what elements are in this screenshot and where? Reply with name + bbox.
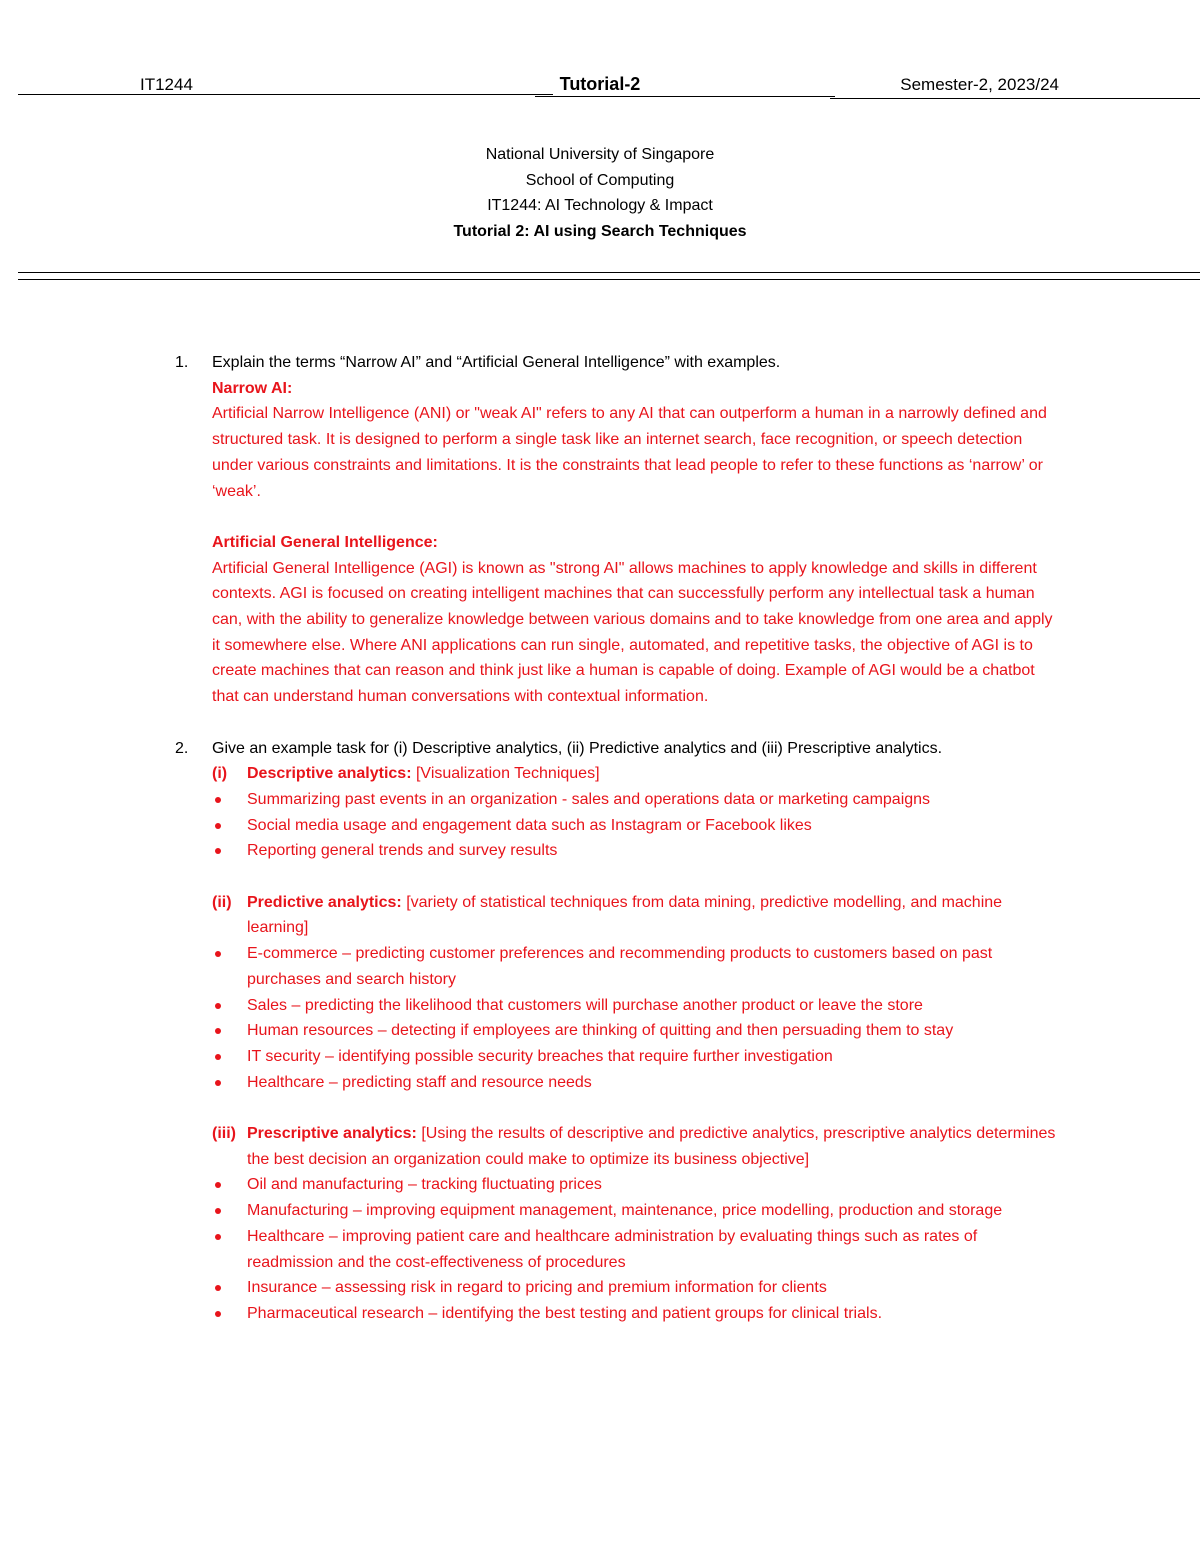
- list-item: Manufacturing – improving equipment management, maintenance, price modelling, production and storage: [212, 1198, 1062, 1224]
- header-rule-left: [18, 94, 553, 95]
- sub-heading: Descriptive analytics:: [247, 765, 412, 783]
- agi-heading: Artificial General Intelligence:: [212, 533, 438, 551]
- sub-numeral: (i): [212, 765, 228, 783]
- question-1: [0, 350, 1062, 710]
- course-title: IT1244: AI Technology & Impact: [487, 197, 713, 215]
- sub-note: [Using the results of descriptive and predictive analytics, prescriptive analytics determines the best decision an organization could make to optimize its business objective]: [247, 1125, 1056, 1168]
- question-number: 2.: [175, 739, 189, 757]
- list-item: Insurance – assessing risk in regard to pricing and premium information for clients: [212, 1275, 1062, 1301]
- school-name: School of Computing: [525, 171, 675, 189]
- title-rule-top: [18, 272, 1200, 273]
- university-name: National University of Singapore: [485, 146, 715, 163]
- list-item: Pharmaceutical research – identifying the best testing and patient groups for clinical trials.: [212, 1301, 1062, 1327]
- sub-numeral: (iii): [212, 1125, 236, 1143]
- question-2: [0, 736, 1062, 1327]
- sub-note: [variety of statistical techniques from data mining, predictive modelling, and machine learning]: [247, 893, 1003, 937]
- list-item: Oil and manufacturing – tracking fluctuating prices: [212, 1172, 1062, 1198]
- header-rule-mid: [535, 96, 835, 97]
- list-item: Social media usage and engagement data such as Instagram or Facebook likes: [212, 813, 1062, 839]
- sub-note: [Visualization Techniques]: [415, 765, 600, 783]
- descriptive-analytics-heading: [212, 761, 1062, 787]
- header-tutorial: Tutorial-2: [559, 74, 641, 94]
- list-item: Healthcare – predicting staff and resource needs: [212, 1070, 1062, 1096]
- list-item: Healthcare – improving patient care and healthcare administration by evaluating things such as rates of readmission and the cost-effectiveness of procedures: [212, 1224, 1062, 1275]
- question-number: 1.: [175, 354, 189, 371]
- list-item: E-commerce – predicting customer preferences and recommending products to customers based on past purchases and search history: [212, 941, 1062, 992]
- list-item: Human resources – detecting if employees are thinking of quitting and then persuading them to stay: [212, 1018, 1062, 1044]
- sub-heading: Prescriptive analytics:: [247, 1125, 417, 1143]
- sub-numeral: (ii): [212, 893, 232, 911]
- list-item: IT security – identifying possible security breaches that require further investigation: [212, 1044, 1062, 1070]
- header-semester: Semester-2, 2023/24: [900, 75, 1059, 94]
- title-rule-bottom: [18, 279, 1200, 280]
- narrow-ai-answer: Artificial Narrow Intelligence (ANI) or "weak AI" refers to any AI that can outperform a human in a narrowly defined and structured task. It is designed to perform a single task like an internet search, face recognition, or speech detection under various constraints and limitations. It is the constraints that lead people to refer to these functions as ‘narrow’ or ‘weak’.: [212, 405, 1047, 500]
- narrow-ai-heading: Narrow AI:: [212, 379, 293, 397]
- list-item: Summarizing past events in an organization - sales and operations data or marketing campaigns: [212, 787, 1062, 813]
- list-item: Reporting general trends and survey results: [212, 838, 1062, 864]
- title-block: [0, 142, 1200, 245]
- question-text: Explain the terms “Narrow AI” and “Artificial General Intelligence” with examples.: [212, 354, 781, 371]
- header-rule-right: [830, 98, 1200, 99]
- sub-heading: Predictive analytics:: [247, 893, 402, 911]
- question-text: Give an example task for (i) Descriptive analytics, (ii) Predictive analytics and (iii) Prescriptive analytics.: [212, 739, 943, 757]
- header-course-code: IT1244: [140, 75, 193, 94]
- list-item: Sales – predicting the likelihood that customers will purchase another product or leave the store: [212, 993, 1062, 1019]
- predictive-analytics-heading: [212, 890, 1062, 941]
- tutorial-title: Tutorial 2: AI using Search Techniques: [453, 223, 747, 241]
- prescriptive-analytics-heading: [212, 1121, 1062, 1172]
- tutorial-content: [0, 350, 1200, 1327]
- agi-answer: Artificial General Intelligence (AGI) is known as "strong AI" allows machines to apply knowledge and skills in different contexts. AGI is focused on creating intelligent machines that can successfully perform any intellectual task a human can, with the ability to generalize knowledge between various domains and to take knowledge from one area and apply it somewhere else. Where ANI applications can run single, automated, and repetitive tasks, the objective of AGI is to create machines that can reason and think just like a human is capable of doing. Example of AGI would be a chatbot that can understand human conversations with contextual information.: [212, 559, 1053, 706]
